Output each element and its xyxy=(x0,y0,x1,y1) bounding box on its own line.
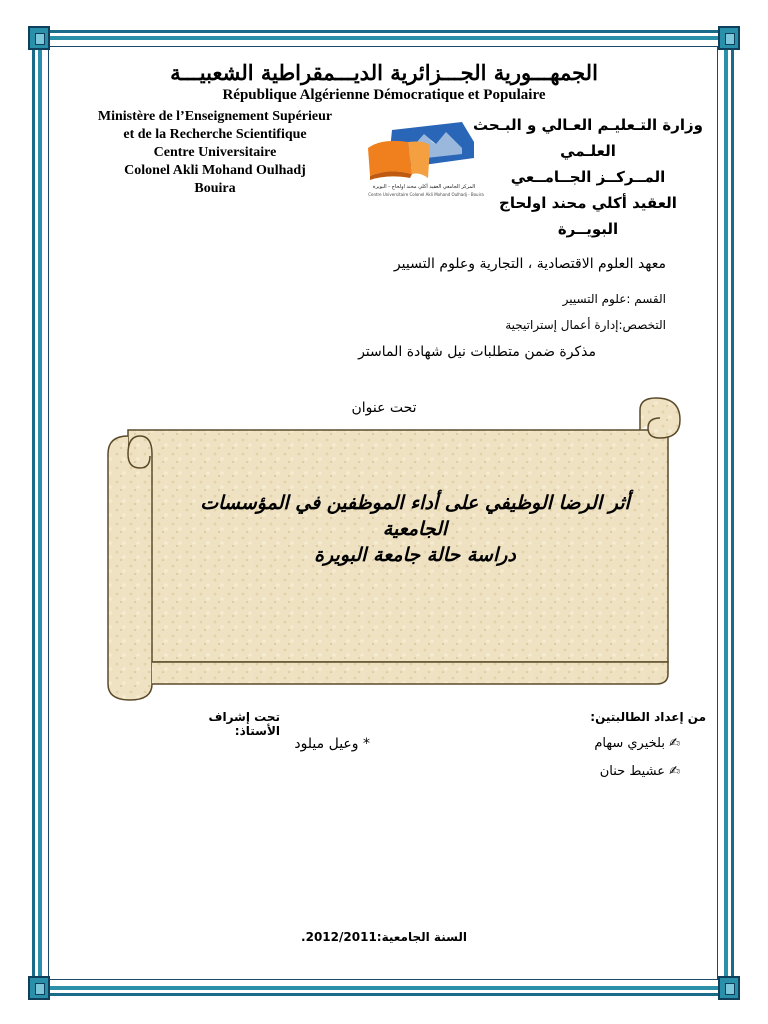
pen-hand-icon: ✍ xyxy=(669,736,680,751)
thesis-subtitle: دراسة حالة جامعة البويرة xyxy=(314,544,516,566)
supervisor-label: تحت إشراف الأستاذ: xyxy=(208,710,280,738)
republic-title-french: République Algérienne Démocratique et Populaire xyxy=(222,87,546,103)
specialty-line: التخصص:إدارة أعمال إستراتيجية xyxy=(505,318,666,332)
city-line-arabic: البويــرة xyxy=(557,220,619,238)
institute-name: معهد العلوم الاقتصادية ، التجارية وعلوم التسيير xyxy=(393,256,666,272)
corner-ornament-icon xyxy=(718,26,740,50)
institution-block-french xyxy=(70,108,360,198)
ministry-line-2: et de la Recherche Scientifique xyxy=(123,127,307,142)
department-line: القسم :علوم التسيير xyxy=(562,292,666,306)
corner-ornament-icon xyxy=(28,26,50,50)
student-item xyxy=(500,736,680,751)
thesis-title-line-2: الجامعية xyxy=(382,518,448,540)
thesis-title-line-1: أثر الرضا الوظيفي على أداء الموظفين في المؤسسات xyxy=(200,492,630,514)
corner-ornament-icon xyxy=(718,976,740,1000)
pen-hand-icon: ✍ xyxy=(669,764,680,779)
ministry-line-arabic: وزارة التـعليـم العـالي و البـحث xyxy=(473,116,703,134)
academic-year: السنة الجامعية:2012/2011. xyxy=(301,930,467,944)
under-title-label: تحت عنوان xyxy=(351,400,417,416)
student-name: بلخيري سهام xyxy=(594,736,665,751)
scientific-line-arabic: العلـمي xyxy=(560,142,616,160)
students-label: من إعداد الطالبتين: xyxy=(590,710,706,724)
thesis-title xyxy=(170,490,660,568)
colonel-line-arabic: العقيد أكلي محند اولحاج xyxy=(499,194,677,212)
city-line: Bouira xyxy=(194,181,236,196)
supervisor-name: * وعيل ميلود xyxy=(294,736,370,752)
corner-ornament-icon xyxy=(28,976,50,1000)
logo-caption-arabic: المركز الجامعي العقيد أكلي محند اولحاج - البويرة xyxy=(372,184,476,190)
student-name: عشيط حنان xyxy=(599,764,665,779)
centre-line: Centre Universitaire xyxy=(153,145,277,160)
logo-caption-french: Centre Universitaire Colonel Akli Mohand Oulhadj - Bouira xyxy=(368,192,484,197)
ministry-line-1: Ministère de l’Enseignement Supérieur xyxy=(97,109,333,124)
colonel-line: Colonel Akli Mohand Oulhadj xyxy=(124,163,306,178)
republic-title-arabic: الجمهـــورية الجـــزائرية الديـــمقراطية الشعبيـــة xyxy=(170,60,598,85)
institution-block-arabic xyxy=(470,112,706,242)
memo-line: مذكرة ضمن متطلبات نيل شهادة الماستر xyxy=(358,344,596,360)
student-item xyxy=(500,764,680,779)
centre-line-arabic: المــركــز الجــامــعي xyxy=(510,168,666,186)
